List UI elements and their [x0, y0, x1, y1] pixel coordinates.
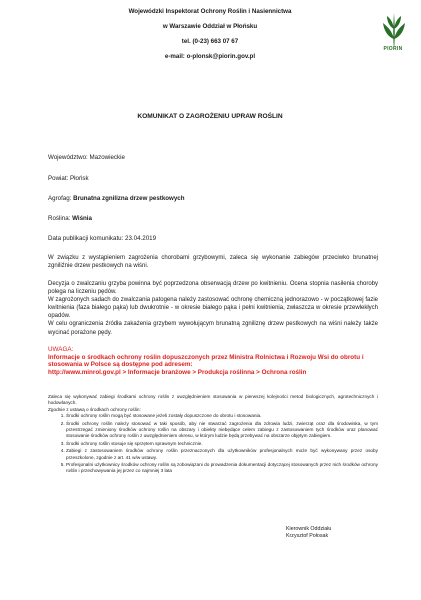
paragraph-intro: W związku z wystąpieniem zagrożenia chorobami grzybowymi, zaleca się wykonanie zabiegów przeciwko brunatnej zgniliźnie drzew pestkowych na wiśni. [48, 255, 378, 270]
paragraph-line: Decyzja o zwalczaniu grzyba powinna być poprzedzona obserwacją drzew po kwitnieniu. Ocena stopnia nasilenia choroby polega na liczeniu pędów. [48, 281, 378, 296]
header [60, 4, 360, 64]
rules-intro-2: Zgodnie z ustawą o środkach ochrony roślin: [48, 406, 141, 412]
signature-name: Krzysztof Połosak [286, 533, 329, 539]
paragraph-line: W zagrożonych sadach do zwalczania patogena należy zastosować ochronę chemiczną jednorazowo - w początkowej fazie kwitnienia (faza białego pąka) lub dwukrotnie - w okresie białego pąka i pełni kwitnienia, zwłaszcza w okresie przewlekłych opadów. [48, 297, 378, 320]
rules-item: 5. Profesjonalni użytkownicy środków ochrony roślin są zobowiązani do prowadzenia dokumentacji dotyczącej stosowanych przez nich środków ochrony roślin i przechowywania jej przez co najmniej 3 lata [66, 462, 378, 475]
notice-link[interactable]: http://www.minrol.gov.pl > Informacje branżowe > Produkcja roślinna > Ochrona roślin [48, 368, 307, 376]
rules-item: 3. Środki ochrony roślin stosuje się sprzętem sprawnym technicznie. [66, 441, 378, 447]
meta-agrofag [48, 195, 185, 202]
paragraph-decision [48, 280, 378, 337]
meta-label: Roślina: [48, 215, 73, 222]
meta-value: Mazowieckie [89, 154, 125, 161]
logo-label: PIORIN [383, 46, 403, 52]
paragraph-line: W celu ograniczenia źródła zakażenia grzybem wywołującym brunatną zgniliznę drzew pestkowych na wiśni należy także wycinać porażone pędy. [48, 321, 378, 336]
header-email: e-mail: o-plonsk@piorin.gov.pl [164, 53, 256, 60]
notice-label: UWAGA: [48, 346, 74, 353]
meta-powiat [48, 175, 89, 182]
header-institution: Wojewódzki Inspektorat Ochrony Roślin i Nasiennictwa [128, 8, 292, 15]
signature-role: Kierownik Oddziału [286, 526, 332, 532]
notice-block [48, 346, 378, 376]
meta-data-publikacji [48, 235, 156, 242]
meta-label: Powiat: [48, 175, 71, 182]
page-title: KOMUNIKAT O ZAGROŻENIU UPRAW ROŚLIN [137, 113, 283, 120]
rules-intro: Zaleca się wykonywać zabiegi środkami ochrony roślin z uwzględnieniem stosowania w pierwszej kolejności metod biologicznych, agrotechnicznych i hodowlanych. [48, 394, 378, 406]
rules-item: 2. Środki ochrony roślin należy stosować w taki sposób, aby nie stwarzać zagrożenia dla zdrowia ludzi, zwierząt oraz dla środowiska, w tym przestrzegać zmieniony środków ochrony roślin na obszary i obiekty niebędące celem zabiegu z zastosowaniem tych środków oraz planować stosowanie środków ochrony roślin z uwzględnieniem okresu, w którym ludzie będą przebywać na obszarze objętym zabiegiem. [66, 421, 378, 440]
meta-roslina [48, 215, 92, 222]
header-phone: tel. (0-23) 663 07 67 [181, 38, 239, 45]
meta-label: Data publikacji komunikatu: [48, 235, 126, 242]
rules-block [48, 394, 378, 476]
meta-label: Agrofag: [48, 195, 74, 202]
rules-item: 4. Zabiegi z zastosowaniem środków ochrony roślin przeznaczonych dla użytkowników profesjonalnych może być wykonywany przez osoby przeszkolone, zgodnie z art. 41 w/w ustawy. [66, 448, 378, 461]
signature [286, 526, 331, 540]
rules-list [48, 413, 378, 475]
meta-value: Płońsk [70, 175, 89, 182]
meta-label: Województwo: [48, 154, 90, 161]
rules-item: 1. Środki ochrony roślin mogą być stosowane jeżeli zostały dopuszczone do obrotu i stosowania. [66, 413, 378, 419]
notice-text: Informacje o środkach ochrony roślin dopuszczonych przez Ministra Rolnictwa i Rozwoju Wsi do obrotu i stosowania w Polsce są dostępne pod adresem: [48, 353, 364, 369]
meta-value: Brunatna zgnilizna drzew pestkowych [73, 195, 185, 202]
meta-value: Wiśnia [72, 215, 92, 222]
meta-value: 23.04.2019 [125, 235, 157, 242]
header-branch: w Warszawie Oddział w Płońsku [162, 23, 258, 30]
meta-wojewodztwo [48, 154, 125, 161]
